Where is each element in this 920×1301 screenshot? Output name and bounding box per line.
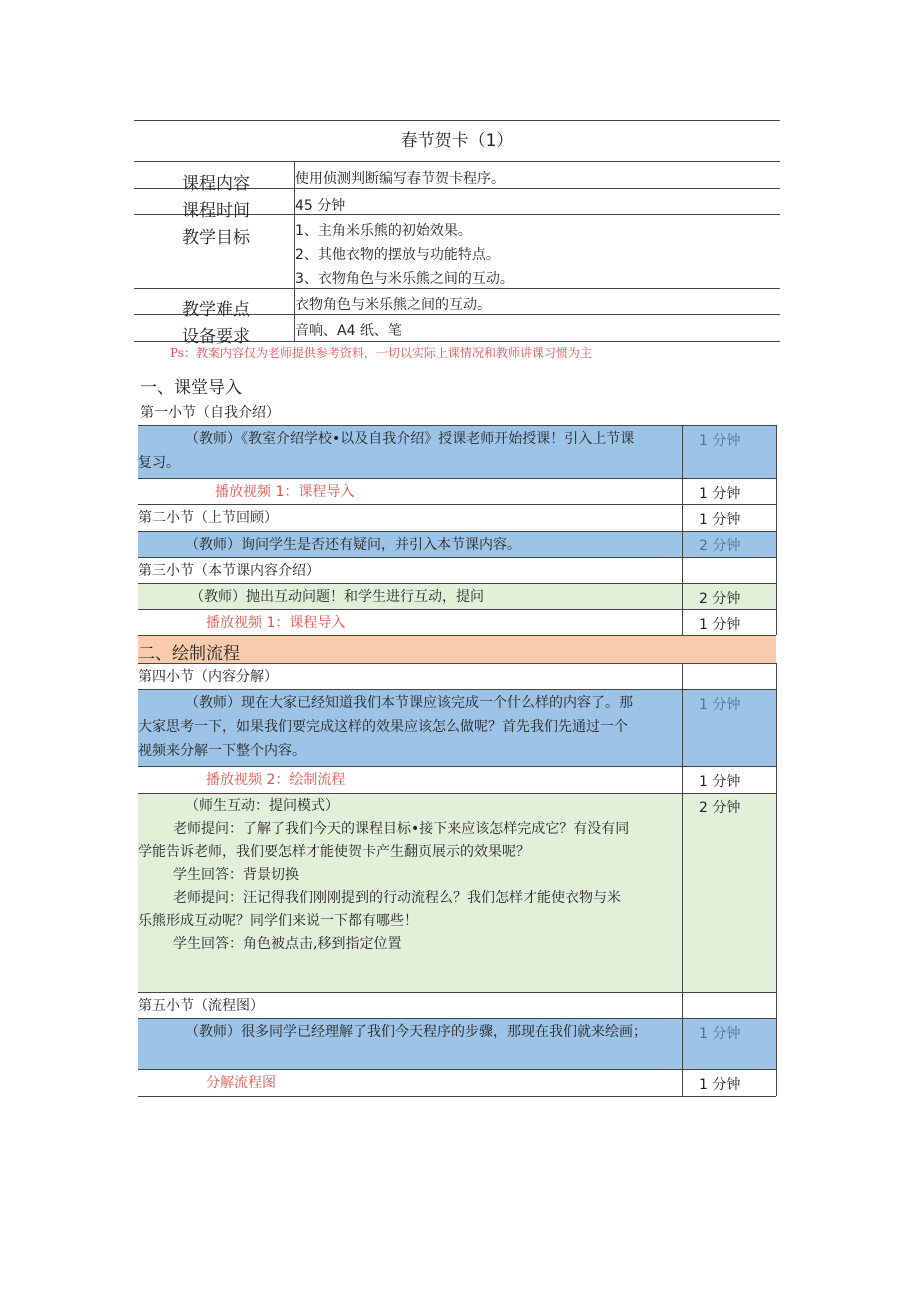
info-value-time: 45 分钟 — [295, 198, 346, 214]
interaction-line5: 乐熊形成互动呢？同学们来说一下都有哪些！ — [138, 913, 418, 929]
section-heading-1: 一、课堂导入 — [140, 378, 242, 398]
subsection-5: 第五小节（流程图） — [138, 998, 264, 1014]
subsection-2: 第二小节（上节回顾） — [138, 510, 278, 526]
subsection-4: 第四小节（内容分解） — [138, 669, 278, 685]
info-value-content: 使用侦测判断编写春节贺卡程序。 — [295, 171, 505, 187]
interaction-line1: 老师提问：了解了我们今天的课程目标•接下来应该怎样完成它？有没有同 — [173, 821, 630, 837]
interaction-title: （师生互动：提问模式） — [185, 798, 339, 814]
row-breakdown-line3: 视频来分解一下整个内容。 — [138, 743, 306, 759]
duration-row-breakdown: 1 分钟 — [699, 697, 741, 713]
interaction-line4: 老师提问：汪记得我们刚刚提到的行动流程么？我们怎样才能使衣物与米 — [173, 890, 621, 906]
row-breakdown-line1: （教师）现在大家已经知道我们本节课应该完成一个什么样的内容了。那 — [185, 695, 633, 711]
video-link-1[interactable]: 播放视频 1：课程导入 — [215, 484, 355, 500]
info-label-difficulty: 教学难点 — [182, 300, 250, 320]
section-heading-2: 二、绘制流程 — [138, 644, 240, 664]
info-goal-3: 3、衣物角色与米乐熊之间的互动。 — [295, 271, 514, 287]
duration-video-1: 1 分钟 — [699, 486, 741, 502]
row-question: （教师）抛出互动问题！和学生进行互动，提问 — [190, 589, 484, 605]
duration-interaction: 2 分钟 — [699, 800, 741, 816]
info-label-goals: 教学目标 — [182, 228, 250, 248]
row-review: （教师）询问学生是否还有疑问，并引入本节课内容。 — [185, 537, 521, 553]
interaction-line2: 学能告诉老师，我们要怎样才能使贺卡产生翻页展示的效果呢？ — [138, 844, 530, 860]
row-breakdown-line2: 大家思考一下，如果我们要完成这样的效果应该怎么做呢？首先我们先通过一个 — [138, 719, 628, 735]
page-title: 春节贺卡（1） — [400, 131, 514, 151]
duration-row-intro: 1 分钟 — [699, 433, 741, 449]
info-value-difficulty: 衣物角色与米乐熊之间的互动。 — [295, 297, 491, 313]
flowchart-link[interactable]: 分解流程图 — [206, 1075, 276, 1091]
duration-row-review: 2 分钟 — [699, 538, 741, 554]
interaction-line6: 学生回答：角色被点击,移到指定位置 — [173, 936, 402, 952]
duration-flowchart: 1 分钟 — [699, 1077, 741, 1093]
duration-video-3: 1 分钟 — [699, 774, 741, 790]
row-intro-line1: （教师）《教室介绍学校•以及自我介绍》授课老师开始授课！引入上节课 — [185, 431, 635, 447]
duration-row-drawing: 1 分钟 — [699, 1026, 741, 1042]
row-drawing: （教师）很多同学已经理解了我们今天程序的步骤，那现在我们就来绘画； — [185, 1024, 647, 1040]
interaction-line3: 学生回答：背景切换 — [173, 867, 299, 883]
video-link-3[interactable]: 播放视频 2：绘制流程 — [206, 772, 346, 788]
info-goal-2: 2、其他衣物的摆放与功能特点。 — [295, 247, 500, 263]
subsection-1: 第一小节（自我介绍） — [140, 405, 280, 421]
row-intro-line2: 复习。 — [138, 455, 180, 471]
duration-video-2: 1 分钟 — [699, 617, 741, 633]
info-label-time: 课程时间 — [182, 201, 250, 221]
info-goal-1: 1、主角米乐熊的初始效果。 — [295, 223, 472, 239]
subsection-3: 第三小节（本节课内容介绍） — [138, 563, 320, 579]
info-value-equipment: 音响、A4 纸、笔 — [295, 323, 402, 339]
reference-note: Ps：教案内容仅为老师提供参考资料，一切以实际上课情况和教师讲课习惯为主 — [170, 346, 592, 360]
duration-subsection-2: 1 分钟 — [699, 512, 741, 528]
info-label-equipment: 设备要求 — [182, 327, 250, 347]
video-link-2[interactable]: 播放视频 1：课程导入 — [206, 615, 346, 631]
info-label-content: 课程内容 — [182, 174, 250, 194]
duration-row-question: 2 分钟 — [699, 591, 741, 607]
